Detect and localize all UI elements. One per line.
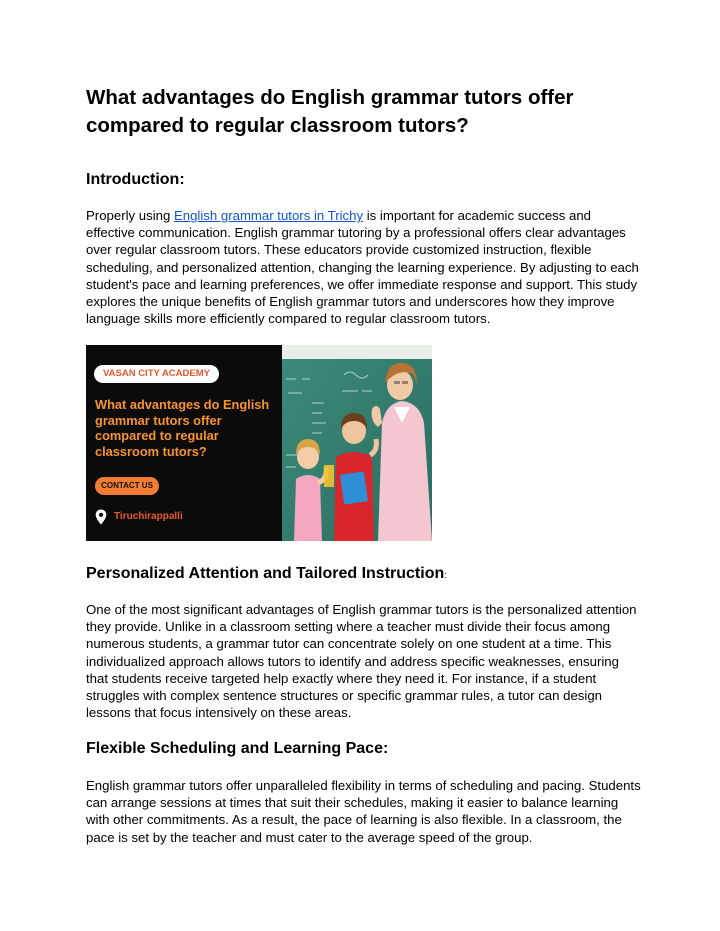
- tutors-trichy-link[interactable]: English grammar tutors in Trichy: [173, 208, 364, 223]
- section1-heading: [86, 564, 447, 585]
- banner-text-panel: [86, 345, 282, 541]
- section1-heading-colon: :: [444, 570, 447, 580]
- section2-heading: Flexible Scheduling and Learning Pace:: [86, 740, 389, 757]
- intro-paragraph: [86, 207, 641, 327]
- section2-paragraph: English grammar tutors offer unparalleled flexibility in terms of scheduling and pacing. Students can arrange sessions at times that suit their schedules, making it easier to balance learning with other commitments. As a result, the pace of learning is also flexible. In a classroom, the pace is set by the teacher and must cater to the average speed of the group.: [86, 778, 641, 845]
- intro-text-after-link: is important for academic success and effective communication. English grammar tutoring by a professional offers clear advantages over regular classroom tutors. These educators provide customized instruction, flexible scheduling, and personalized attention, changing the learning experience. By adjusting to each student's pace and learning preferences, we offer immediate response and support. This study explores the unique benefits of English grammar tutors and underscores how they improve language skills more efficiently compared to regular classroom tutors.: [86, 208, 639, 327]
- intro-text-before-link: Properly using: [86, 208, 174, 223]
- section1-paragraph: One of the most significant advantages of English grammar tutors is the personalized attention they provide. Unlike in a classroom setting where a teacher must divide their focus among numerous students, a grammar tutor can concentrate solely on one student at a time. This individualized approach allows tutors to identify and address specific weaknesses, ensuring that students receive targeted help exactly where they need it. For instance, if a student struggles with complex sentence structures or specific grammar rules, a tutor can design lessons that focus intensively on these areas.: [86, 602, 637, 721]
- intro-heading: Introduction:: [86, 171, 185, 188]
- location-label: Tiruchirappalli: [114, 511, 183, 522]
- classroom-photo: [282, 345, 432, 541]
- page-title: What advantages do English grammar tutors offer compared to regular classroom tutors?: [86, 86, 574, 137]
- contact-us-button: CONTACT US: [95, 477, 159, 495]
- academy-logo: VASAN CITY ACADEMY: [94, 365, 219, 383]
- section1-heading-text: Personalized Attention and Tailored Instruction: [86, 565, 445, 582]
- location-pin-icon: [95, 509, 107, 525]
- promo-banner-image: [86, 345, 432, 541]
- banner-headline: What advantages do English grammar tutors offer compared to regular classroom tutors?: [95, 397, 270, 459]
